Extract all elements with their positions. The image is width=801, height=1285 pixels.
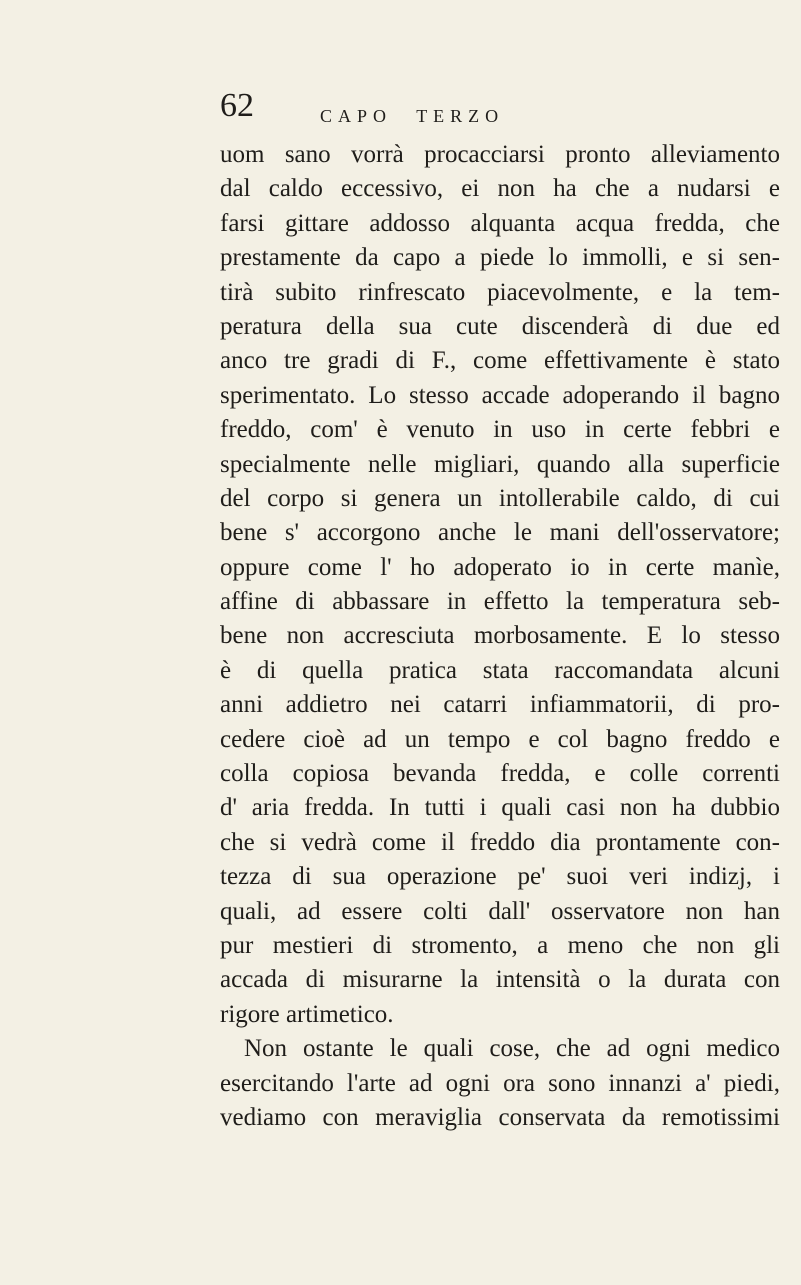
text-line: quali, ad essere colti dall' osservatore non han [220,897,780,925]
text-line: accada di misurarne la intensità o la durata con [220,966,780,994]
text-line: anco tre gradi di F., come effettivamente è stato [220,347,780,375]
text-line: Non ostante le quali cose, che ad ogni medico [244,1035,780,1063]
text-line: vediamo con meraviglia conservata da remotissimi [220,1103,780,1131]
text-line: colla copiosa bevanda fredda, e colle correnti [220,760,780,788]
body-text [220,138,780,1135]
running-head: CAPO TERZO [320,106,505,126]
text-line: anni addietro nei catarri infiammatorii, di pro- [220,691,780,719]
text-line: uom sano vorrà procacciarsi pronto alleviamento [220,141,780,168]
text-line: esercitando l'arte ad ogni ora sono innanzi a' piedi, [220,1069,780,1097]
text-line: rigore artimetico. [220,1000,394,1028]
paragraph [220,138,780,1032]
text-line: sperimentato. Lo stesso accade adoperando il bagno [220,381,780,409]
text-line: dal caldo eccessivo, ei non ha che a nudarsi e [220,175,780,203]
text-line: prestamente da capo a piede lo immolli, e si sen- [220,244,780,272]
page-number: 62 [220,87,254,124]
text-line: che si vedrà come il freddo dia prontamente con- [220,828,780,856]
text-line: bene non accresciuta morbosamente. E lo stesso [220,622,780,650]
text-line: cedere cioè ad un tempo e col bagno freddo e [220,725,780,753]
text-line: specialmente nelle migliari, quando alla superficie [220,450,780,478]
text-line: tezza di sua operazione pe' suoi veri indizj, i [220,863,780,891]
text-line: peratura della sua cute discenderà di due ed [220,312,780,340]
text-line: freddo, com' è venuto in uso in certe febbri e [220,416,780,444]
text-line: d' aria fredda. In tutti i quali casi non ha dubbio [220,794,780,822]
text-line: è di quella pratica stata raccomandata alcuni [220,656,780,684]
text-line: farsi gittare addosso alquanta acqua fredda, che [220,209,780,237]
paragraph [220,1032,780,1135]
text-line: pur mestieri di stromento, a meno che non gli [220,931,780,959]
text-line: tirà subito rinfrescato piacevolmente, e la tem- [220,278,780,306]
text-line: bene s' accorgono anche le mani dell'osservatore; [220,519,780,547]
text-line: del corpo si genera un intollerabile caldo, di cui [220,484,780,512]
text-line: oppure come l' ho adoperato io in certe manìe, [220,553,780,581]
text-line: affine di abbassare in effetto la temperatura seb- [220,588,780,616]
